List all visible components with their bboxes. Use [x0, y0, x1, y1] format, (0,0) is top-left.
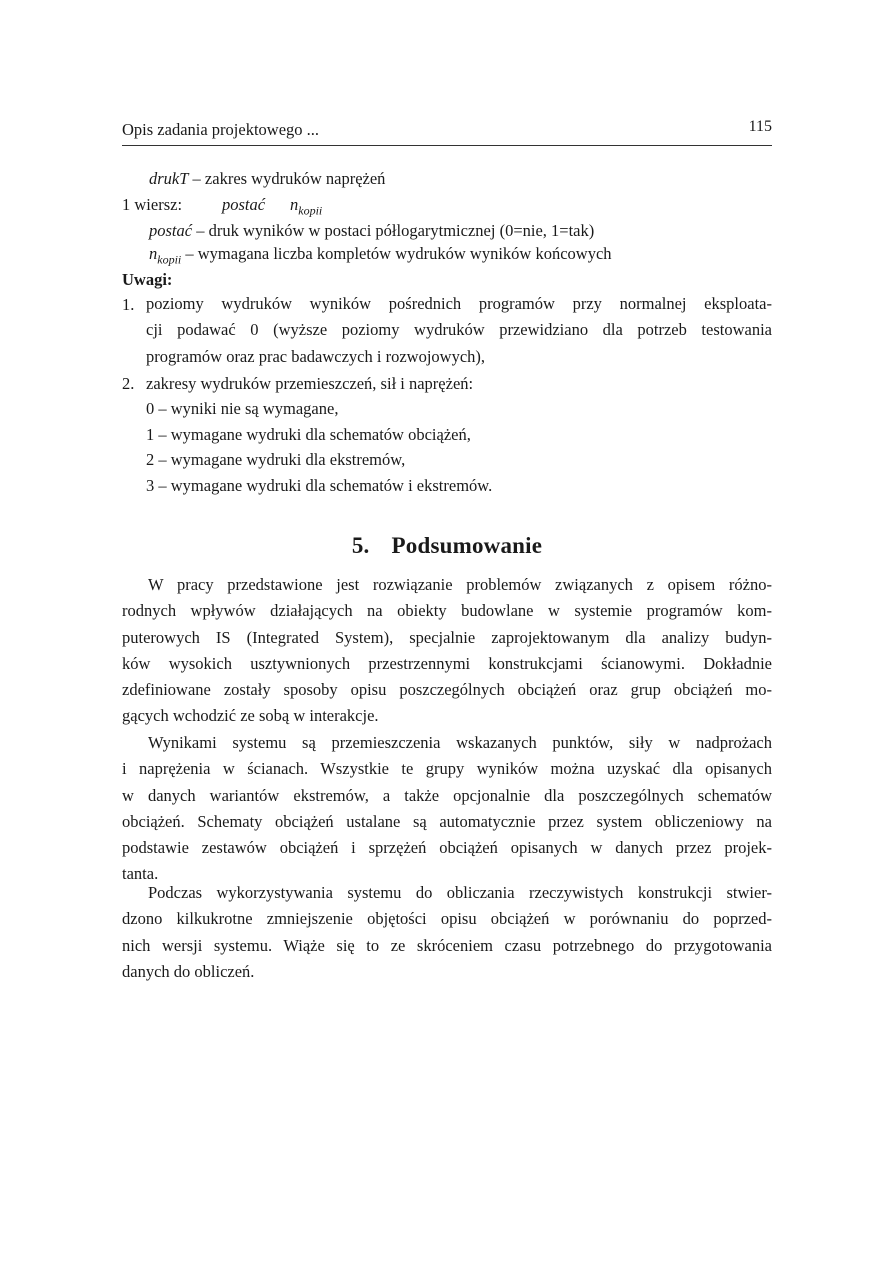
option-item: 0 – wyniki nie są wymagane, [146, 399, 339, 418]
option-item: 1 – wymagane wydruki dla schematów obciążeń, [146, 425, 471, 444]
running-title: Opis zadania projektowego ... [122, 120, 320, 139]
definition-nkopii [149, 246, 612, 265]
section-title: Podsumowanie [391, 533, 543, 558]
definition-postac [149, 223, 594, 240]
running-header [122, 118, 772, 142]
desc-postac: – druk wyników w postaci półlogarytmicznej (0=nie, 1=tak) [192, 221, 595, 240]
row-param-nkopii: $n_{kopii}$ [290, 195, 323, 218]
notes-heading: Uwagi: [122, 270, 173, 289]
section-heading [122, 533, 772, 559]
section-number: 5. [351, 533, 370, 558]
row-param-postac: postać [222, 195, 266, 214]
paragraph-3: Podczas wykorzystywania systemu do obliczania rzeczywistych konstrukcji stwier- dzono kilkukrotne zmniejszenie objętości opisu obciążeń w porównaniu do poprzed- nich wersji systemu. Wiąże się to ze skróceniem czasu potrzebnego do przygotowania danych do obliczeń. [122, 883, 772, 981]
paragraph-1: W pracy przedstawione jest rozwiązanie problemów związanych z opisem różno- rodnych wpływów działających na obiekty budowlane w systemie programów kom- puterowych IS (Integrated System), specjalnie zaprojektowanym dla analizy budyn- ków wysokich usztywnionych przestrzennymi konstrukcjami ścianowymi. Dokładnie zdefiniowane zostały sposoby opisu poszczególnych obciążeń oraz grup obciążeń mo- gących wchodzić ze sobą w interakcje. [122, 575, 772, 726]
note-number: 2. [122, 374, 135, 393]
page-number: 115 [748, 118, 772, 135]
term-postac: postać [149, 221, 193, 240]
row-label: 1 wiersz: [122, 195, 183, 214]
option-item: 2 – wymagane wydruki dla ekstremów, [146, 450, 406, 469]
note-text: poziomy wydruków wyników pośrednich programów przy normalnej eksploata- cji podawać 0 (wyższe poziomy wydruków przewidziano dla potrzeb testowania programów oraz prac badawczych i rozwojowych), [146, 294, 772, 366]
row-spec [122, 195, 323, 218]
note-text: zakresy wydruków przemieszczeń, sił i naprężeń: [146, 374, 474, 393]
term-nkopii: $n_{kopii}$ [149, 244, 182, 267]
term-drukt: drukT [149, 169, 189, 188]
paragraph-2: Wynikami systemu są przemieszczenia wskazanych punktów, siły w nadprożach i naprężenia w ścianach. Wszystkie te grupy wyników można uzyskać dla opisanych w danych wariantów ekstremów, a także opcjonalnie dla poszczególnych schematów obciążeń. Schematy obciążeń ustalane są automatycznie przez system obliczeniowy na podstawie zestawów obciążeń i sprzężeń obciążeń opisanych w danych przez projek- tanta. [122, 733, 772, 884]
option-item: 3 – wymagane wydruki dla schematów i ekstremów. [146, 476, 493, 495]
definition-drukt [149, 171, 385, 188]
desc-drukt: – zakres wydruków naprężeń [188, 169, 386, 188]
note-number: 1. [122, 295, 135, 314]
desc-nkopii: – wymagana liczba kompletów wydruków wyników końcowych [181, 244, 612, 263]
header-rule [122, 145, 772, 146]
